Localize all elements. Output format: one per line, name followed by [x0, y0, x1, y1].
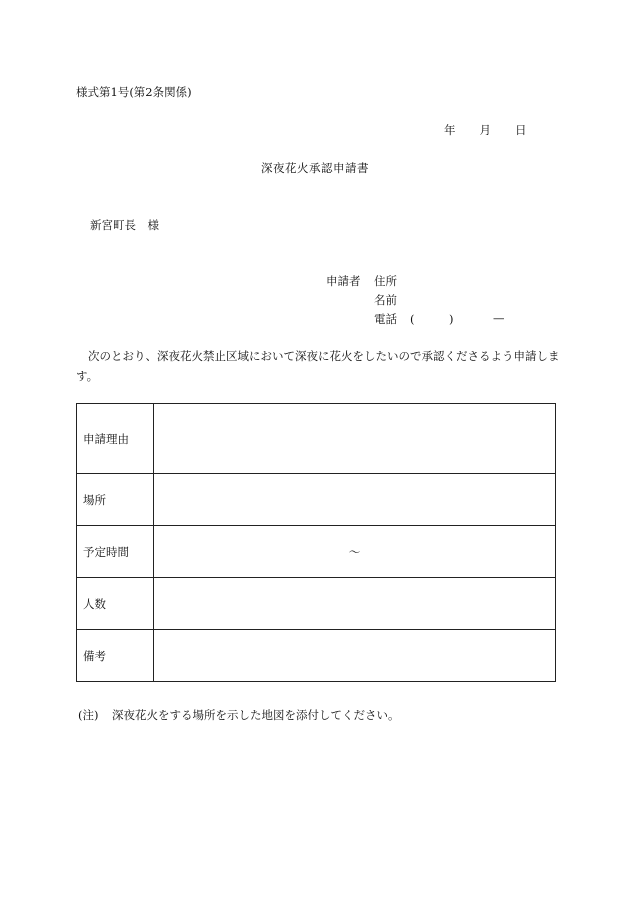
footnote-prefix: (注) [78, 708, 99, 722]
date-day-label: 日 [515, 123, 527, 137]
scheduled-time-label: 予定時間 [77, 526, 154, 578]
document-title: 深夜花火承認申請書 [261, 161, 369, 175]
headcount-label: 人数 [77, 578, 154, 630]
footnote-text: 深夜花火をする場所を示した地図を添付してください。 [112, 708, 400, 722]
remarks-label: 備考 [77, 630, 154, 682]
table-row-remarks [77, 630, 556, 682]
applicant-address-label: 住所 [374, 274, 397, 288]
scheduled-time-field[interactable]: ～ [154, 526, 556, 578]
applicant-label: 申請者 [326, 274, 361, 288]
place-field[interactable] [154, 474, 556, 526]
application-statement: 次のとおり、深夜花火禁止区域において深夜に花火をしたいので承認くださるよう申請します。 [76, 349, 560, 383]
table-row-place [77, 474, 556, 526]
addressee: 新宮町長 様 [90, 218, 159, 232]
table-row-headcount [77, 578, 556, 630]
place-label: 場所 [77, 474, 154, 526]
table-row-scheduled-time [77, 526, 556, 578]
table-row-reason [77, 404, 556, 474]
date-line [444, 122, 527, 138]
applicant-name-label: 名前 [374, 293, 397, 307]
applicant-phone-label: 電話 [374, 312, 397, 326]
applicant-phone-dash: — [493, 311, 505, 325]
footnote [78, 707, 400, 723]
headcount-field[interactable] [154, 578, 556, 630]
reason-field[interactable] [154, 404, 556, 474]
remarks-field[interactable] [154, 630, 556, 682]
form-number: 様式第1号(第2条関係) [76, 85, 192, 99]
date-month-label: 月 [479, 123, 491, 137]
applicant-phone-area-code: ( ) [410, 312, 454, 326]
application-form-table [76, 403, 556, 682]
date-year-label: 年 [444, 123, 456, 137]
reason-label: 申請理由 [77, 404, 154, 474]
